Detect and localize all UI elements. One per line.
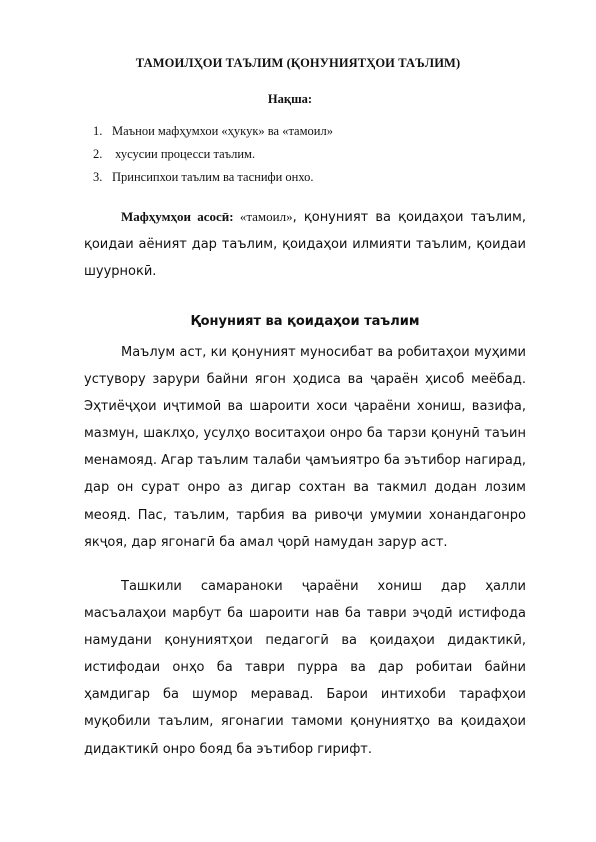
plan-list [93,124,333,193]
plan-item-number: 2. [93,147,103,161]
section-heading: Қонуният ва қоидаҳои таълим [190,314,420,329]
body-paragraph: Маълум аст, ки қонуният муносибат ва робитаҳои муҳими устувору зарури байни ягон ҳодиса ва ҷараён ҳисоб меёбад. Эҳтиёҷҳои иҷтимоӣ ва шароити хоси ҷараёни хониш, вазифа, мазмун, шаклҳо, усулҳо воситаҳои онро ба тарзи қонунӣ таъин менамояд. Агар таълим талаби ҷамъиятро ба эътибор нагирад, дар он сурат онро аз дигар сохтан ва такмил додан лозим меояд. Пас, таълим, тарбия ва ривоҷи умумии хонандагонро якҷоя, дар ягонагӣ ба амал ҷорӣ намудан зарур аст. [84,345,526,550]
document-title: ТАМОИЛҲОИ ТАЪЛИМ (ҚОНУНИЯТҲОИ ТАЪЛИМ) [135,56,461,70]
key-concepts-quoted: «тамоил» [233,209,293,224]
plan-item-number: 1. [93,124,103,138]
plan-item-text: Маънои мафҳумхои «ҳукук» ва «тамоил» [112,124,333,138]
plan-item-text: Принсипхои таълим ва таснифи онхо. [112,170,314,184]
plan-item-text: хусусии процесси таълим. [112,147,256,161]
key-concepts-text: , қонуният ва қоидаҳои таълим, қоидаи аёният дар таълим, қоидаҳои илмияти таълим, қоидаи шуурнокӣ. [84,210,526,280]
body-paragraph: Ташкили самараноки ҷараёни хониш дар ҳалли масъалаҳои марбут ба шароити нав ба таври эҷодӣ истифода намудани қонуниятҳои педагогӣ ва қоидаҳои дидактикӣ, истифодаи онҳо ба таври пурра ва дар робитаи байни ҳамдигар ба шумор меравад. Барои интихоби тарафҳои муқобили таълим, ягонагии тамоми қонуниятҳо ва қоидаҳои дидактикӣ онро бояд ба эътибор гирифт. [84,579,526,757]
plan-item [93,147,333,170]
key-concepts-paragraph [84,203,526,285]
plan-label: Нақша: [267,92,313,106]
plan-item-number: 3. [93,170,103,184]
key-concepts-term: Мафҳумҳои асосӣ: [121,209,234,224]
plan-item [93,124,333,147]
plan-item [93,170,333,193]
